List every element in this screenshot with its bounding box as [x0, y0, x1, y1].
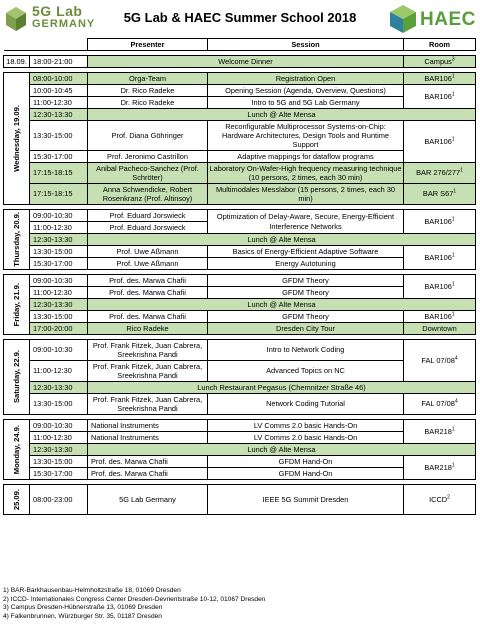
table-row [4, 234, 476, 246]
presenter-cell: Prof. Eduard Jorswieck [88, 222, 208, 234]
presenter-cell: Prof. Diana Göhringer [88, 121, 208, 151]
session-cell: Opening Session (Agenda, Overview, Questions) [208, 85, 404, 97]
presenter-cell: 5G Lab Germany [88, 485, 208, 515]
time-cell: 12:30-13:30 [30, 234, 88, 246]
table-row [4, 323, 476, 335]
column-header-room: Room [404, 39, 476, 51]
time-cell: 09:00-10:30 [30, 340, 88, 361]
room-cell: FAL $07/08^4$ [404, 394, 476, 415]
time-cell: 11:00-12:30 [30, 222, 88, 234]
footnotes [3, 587, 265, 621]
presenter-cell: Rico Radeke [88, 323, 208, 335]
room-cell: $BAR106^1$ [404, 311, 476, 323]
presenter-cell: Prof. Frank Fitzek, Juan Cabrera, Sreekrishna Pandi [88, 340, 208, 361]
table-row [4, 444, 476, 456]
day-label: 25.09. [4, 485, 30, 515]
session-cell: Optimization of Delay-Aware, Secure, Energy-Efficient Interference Networks [208, 210, 404, 234]
room-cell: Downtown [404, 323, 476, 335]
session-cell: IEEE 5G Summit Dresden [208, 485, 404, 515]
session-cell: Multimodales Messlabor (15 persons, 2 times, each 30 min) [208, 184, 404, 205]
table-row [4, 420, 476, 432]
time-cell: 13:30-15:00 [30, 121, 88, 151]
room-cell: BAR $S67^1$ [404, 184, 476, 205]
room-cell: $BAR106^1$ [404, 85, 476, 109]
session-cell: Registration Open [208, 73, 404, 85]
lunch-cell: Lunch @ Alte Mensa [88, 299, 476, 311]
session-cell: Dresden City Tour [208, 323, 404, 335]
session-cell: Intro to Network Coding [208, 340, 404, 361]
presenter-cell: Prof. des. Marwa Chafii [88, 275, 208, 287]
session-cell: LV Comms 2.0 basic Hands-On [208, 432, 404, 444]
day-label: Thursday, 20.9. [4, 210, 30, 270]
session-cell: Network Coding Tutorial [208, 394, 404, 415]
time-cell: 15:30-17:00 [30, 151, 88, 163]
day-label: Saturday, 22.9. [4, 340, 30, 415]
presenter-cell: Anibal Pacheco-Sanchez (Prof. Schröter) [88, 163, 208, 184]
table-row [4, 311, 476, 323]
time-cell: 12:30-13:30 [30, 444, 88, 456]
presenter-cell: Dr. Rico Radeke [88, 97, 208, 109]
table-row [4, 73, 476, 85]
time-cell: 11:00-12:30 [30, 361, 88, 382]
lunch-cell: Lunch @ Alte Mensa [88, 109, 476, 121]
room-text: Campus [424, 56, 452, 66]
logo-left-line2: GERMANY [32, 18, 96, 30]
presenter-cell: Prof. Uwe Aßmann [88, 258, 208, 270]
time-cell: 13:30-15:00 [30, 311, 88, 323]
presenter-cell: Prof. Frank Fitzek, Juan Cabrera, Sreekrishna Pandi [88, 394, 208, 415]
presenter-cell: Dr. Rico Radeke [88, 85, 208, 97]
time-cell: 17:15-18:15 [30, 184, 88, 205]
room-cell: $BAR218^1$ [404, 456, 476, 480]
5g-lab-logo [2, 3, 110, 35]
session-cell: Reconfigurable Multiprocessor Systems-on-Chip: Hardware Architectures, Design Tools and Runtime Support [208, 121, 404, 151]
time-cell: 10:00-10:45 [30, 85, 88, 97]
footnote: 1) BAR-Barkhausenbau-Helmholtzstraße 18, 01069 Dresden [3, 587, 181, 594]
time-cell: 09:00-10:30 [30, 275, 88, 287]
room-cell: $BAR218^1$ [404, 420, 476, 444]
table-row [4, 382, 476, 394]
footnote: 2) ICCD- Internationales Congress Center Dresden-Devrientstraße 10-12, 01067 Dresden [3, 595, 266, 603]
time-cell: 11:00-12:30 [30, 97, 88, 109]
footnote: 4) Falkenbrunnen, Würzburger Str. 35, 01187 Dresden [3, 612, 162, 620]
table-row [4, 56, 476, 68]
haec-cube-icon [388, 4, 418, 34]
lunch-cell: Lunch @ Alte Mensa [88, 444, 476, 456]
haec-logo-text: HAEC [420, 9, 476, 30]
session-cell: Adaptive mappings for dataflow programs [208, 151, 404, 163]
time-cell: 15:30-17:00 [30, 258, 88, 270]
room-cell: $BAR106^1$ [404, 73, 476, 85]
footnote: 3) Campus Dresden-Hübnerstraße 13, 01069 Dresden [3, 604, 163, 612]
column-header-session: Session [208, 39, 404, 51]
time-cell: 08:00-10:00 [30, 73, 88, 85]
time-cell: 08:00-23:00 [30, 485, 88, 515]
table-row [4, 299, 476, 311]
day-label: Monday, 24.9. [4, 420, 30, 480]
presenter-cell: Orga-Team [88, 73, 208, 85]
column-header-presenter: Presenter [88, 39, 208, 51]
day-label: Wednesday, 19.09. [4, 73, 30, 205]
day-label: Friday, 21.9. [4, 275, 30, 335]
day-label: 18.09. [4, 56, 30, 68]
time-cell: 12:30-13:30 [30, 109, 88, 121]
lunch-cell: Lunch Restaurant Pegasus (Chemnitzer Straße 46) [88, 382, 476, 394]
time-cell: 11:00-12:30 [30, 432, 88, 444]
page-header [0, 0, 480, 38]
session-cell: Energy Autotuning [208, 258, 404, 270]
session-cell: GFDM Hand-On [208, 456, 404, 468]
room-cell: BAR $276/277^1$ [404, 163, 476, 184]
page-title: 5G Lab & HAEC Summer School 2018 [123, 10, 357, 25]
session-cell: Basics of Energy-Efficient Adaptive Software [208, 246, 404, 258]
table-row [4, 109, 476, 121]
room-cell: $BAR106^1$ [404, 210, 476, 234]
time-cell: 13:30-15:00 [30, 246, 88, 258]
table-row [4, 85, 476, 97]
time-cell: 09:00-10:30 [30, 420, 88, 432]
session-cell: GFDM Hand-On [208, 468, 404, 480]
presenter-cell: Prof. Frank Fitzek, Juan Cabrera, Sreekrishna Pandi [88, 361, 208, 382]
session-cell: Laboratory On-Wafer-High frequency measuring technique (10 persons, 2 times, each 30 min) [208, 163, 404, 184]
presenter-cell: Prof. des. Marwa Chafii [88, 287, 208, 299]
lunch-cell: Lunch @ Alte Mensa [88, 234, 476, 246]
room-cell [404, 56, 476, 68]
presenter-cell: Anna Schwendicke, Robert Rosenkranz (Prof. Altinsoy) [88, 184, 208, 205]
time-cell: 15:30-17:00 [30, 468, 88, 480]
table-row [4, 246, 476, 258]
table-row [4, 485, 476, 515]
presenter-cell: Prof. Jeronimo Castrillon [88, 151, 208, 163]
room-footnote: 3 [451, 56, 455, 63]
room-cell: FAL $07/08^4$ [404, 340, 476, 382]
session-cell: Welcome Dinner [88, 56, 404, 68]
time-cell: 13:30-15:00 [30, 456, 88, 468]
schedule-table [3, 38, 476, 515]
presenter-cell: Prof. des. Marwa Chafii [88, 311, 208, 323]
time-cell: 12:30-13:30 [30, 382, 88, 394]
presenter-cell: National Instruments [88, 420, 208, 432]
session-cell: Advanced Topics on NC [208, 361, 404, 382]
time-cell: 12:30-13:30 [30, 299, 88, 311]
time-cell: 17:15-18:15 [30, 163, 88, 184]
presenter-cell: Prof. des. Marwa Chafii [88, 468, 208, 480]
room-cell: ICCD$^2$ [404, 485, 476, 515]
table-row [4, 394, 476, 415]
time-cell: 18:00-21:00 [30, 56, 88, 68]
presenter-cell: Prof. des. Marwa Chafii [88, 456, 208, 468]
table-header-row [4, 39, 476, 51]
5g-lab-logo-mark-icon [4, 6, 28, 32]
table-row [4, 340, 476, 361]
table-row [4, 456, 476, 468]
time-cell: 13:30-15:00 [30, 394, 88, 415]
time-cell: 17:00-20:00 [30, 323, 88, 335]
table-row [4, 163, 476, 184]
presenter-cell: Prof. Eduard Jorswieck [88, 210, 208, 222]
presenter-cell: Prof. Uwe Aßmann [88, 246, 208, 258]
session-cell: Intro to 5G and 5G Lab Germany [208, 97, 404, 109]
room-cell: $BAR106^1$ [404, 275, 476, 299]
logo-left-line1: 5G Lab [32, 3, 83, 19]
session-cell: GFDM Theory [208, 275, 404, 287]
table-row [4, 210, 476, 222]
session-cell: GFDM Theory [208, 311, 404, 323]
haec-logo [388, 4, 480, 34]
session-cell: LV Comms 2.0 basic Hands-On [208, 420, 404, 432]
table-row [4, 121, 476, 151]
session-cell: GFDM Theory [208, 287, 404, 299]
table-row [4, 184, 476, 205]
presenter-cell: National Instruments [88, 432, 208, 444]
time-cell: 09:00-10:30 [30, 210, 88, 222]
time-cell: 11:00-12:30 [30, 287, 88, 299]
room-cell: $BAR106^1$ [404, 246, 476, 270]
room-cell: $BAR106^1$ [404, 121, 476, 163]
table-row [4, 275, 476, 287]
